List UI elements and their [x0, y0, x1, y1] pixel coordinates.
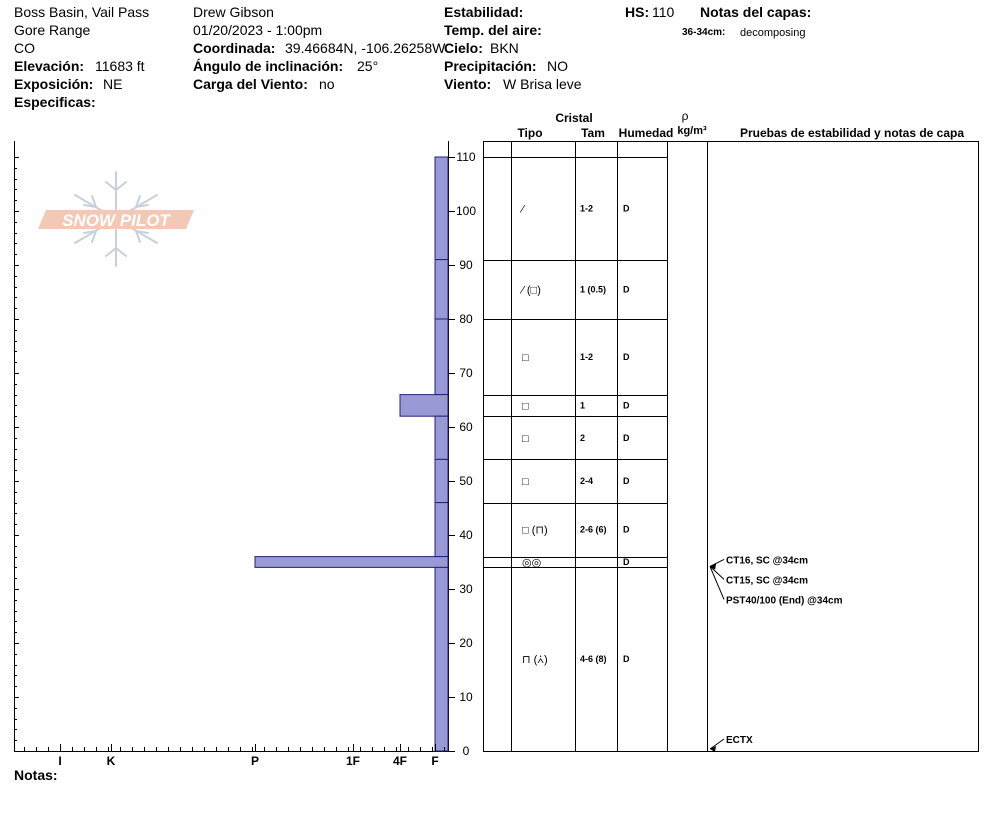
test-result: CT16, SC @34cm: [726, 555, 809, 567]
hardness-bar: [435, 567, 448, 751]
layer-grain-type: ⁄ (□): [522, 284, 541, 297]
hardness-bar: [435, 416, 448, 459]
datetime: 01/20/2023 - 1:00pm: [193, 22, 323, 38]
hs-label: HS:: [625, 4, 650, 20]
mountain-range: Gore Range: [14, 22, 91, 38]
hardness-tick-label: P: [250, 754, 260, 768]
hardness-bar: [435, 157, 448, 260]
hardness-bars: [255, 157, 448, 751]
hardness-bar: [400, 395, 448, 417]
layer-moisture: D: [623, 557, 630, 567]
layer-grain-size: 1 (0.5): [580, 284, 607, 295]
layer-grain-type: □: [522, 351, 529, 364]
depth-tick-label: 20: [459, 636, 473, 650]
layer-grain-size: 1: [580, 400, 586, 411]
stability-tests: [710, 555, 843, 752]
notes-label: Notas:: [14, 767, 58, 783]
layer-moisture: D: [623, 400, 630, 411]
layer-moisture: D: [623, 524, 630, 535]
sky-label: Cielo:: [444, 40, 483, 56]
hardness-tick-label: 1F: [345, 754, 361, 768]
depth-tick-label: 80: [459, 312, 473, 326]
depth-tick-label: 0: [462, 744, 470, 758]
layer-table-frame: [484, 141, 979, 752]
layer-grain-size: 2-6 (6): [580, 524, 607, 535]
hardness-tick-label: I: [58, 754, 62, 768]
layer-grain-size: 1-2: [580, 351, 594, 362]
layer-grain-type: ⊓ (⩑): [522, 654, 548, 667]
hardness-bar: [435, 319, 448, 395]
specifics-label: Especificas:: [14, 94, 96, 110]
hardness-tick-label: F: [431, 754, 439, 768]
hardness-tick-label: 4F: [392, 754, 408, 768]
layer-grain-type: □: [522, 400, 529, 413]
layer-moisture: D: [623, 284, 630, 295]
layer-moisture: D: [623, 351, 630, 362]
col-rho: ρ: [681, 109, 689, 123]
layer-grain-size: 1-2: [580, 203, 594, 214]
col-humedad: Humedad: [618, 126, 674, 140]
aspect-value: NE: [103, 76, 123, 92]
air-temp-label: Temp. del aire:: [444, 22, 542, 38]
depth-tick-label: 40: [459, 528, 473, 542]
col-tam: Tam: [581, 126, 605, 140]
hardness-bar: [435, 459, 448, 502]
col-tipo: Tipo: [517, 126, 543, 140]
layer-moisture: D: [623, 654, 630, 665]
depth-tick-label: 60: [459, 420, 473, 434]
hardness-tick-label: K: [106, 754, 116, 768]
depth-tick-label: 30: [459, 582, 473, 596]
wind-load-label: Carga del Viento:: [193, 76, 308, 92]
precipitation-value: NO: [547, 58, 568, 74]
test-result: ECTX: [726, 735, 753, 746]
depth-tick-label: 70: [459, 366, 473, 380]
elevation-value: 11683 ft: [95, 58, 145, 74]
wind-label: Viento:: [444, 76, 492, 92]
test-leader-line: [710, 566, 724, 599]
layer-moisture: D: [623, 203, 630, 214]
elevation-label: Elevación:: [14, 58, 85, 74]
layer-grain-type: □ (⊓): [522, 524, 548, 537]
col-cristal: Cristal: [555, 111, 593, 125]
column-headers: [517, 109, 964, 140]
depth-axis: [449, 150, 476, 758]
depth-tick-label: 90: [459, 258, 473, 272]
test-result: CT15, SC @34cm: [726, 575, 809, 587]
layer-grain-type: ◎◎: [522, 557, 542, 569]
layer-grain-type: □: [522, 432, 529, 445]
location: Boss Basin, Vail Pass: [14, 4, 150, 20]
hardness-plot-frame: [14, 141, 449, 752]
layer-note-depth: 36-34cm:: [682, 27, 726, 38]
logo-text: SNOW PILOT: [62, 211, 170, 230]
wind-load-value: no: [319, 76, 335, 92]
layer-notes-label: Notas del capas:: [700, 4, 812, 20]
snowpilot-logo: [38, 172, 194, 266]
hardness-scale: [25, 744, 445, 768]
layer-moisture: D: [623, 476, 630, 486]
col-tests: Pruebas de estabilidad y notas de capa: [739, 126, 965, 140]
coordinate-value: 39.46684N, -106.26258W: [285, 40, 446, 56]
hs-value: 110: [652, 4, 675, 20]
slope-label: Ángulo de inclinación:: [193, 58, 344, 74]
depth-tick-label: 100: [455, 204, 477, 218]
hardness-bar: [255, 557, 448, 568]
layer-grain-size: 2-4: [580, 476, 594, 486]
observer: Drew Gibson: [193, 4, 274, 20]
depth-tick-label: 50: [459, 474, 473, 488]
hardness-bar: [435, 503, 448, 557]
depth-tick-label: 10: [459, 690, 473, 704]
test-result: PST40/100 (End) @34cm: [726, 595, 843, 607]
precipitation-label: Precipitación:: [444, 58, 537, 74]
layer-note-text: decomposing: [740, 27, 806, 39]
layer-moisture: D: [623, 432, 630, 443]
state: CO: [14, 40, 35, 56]
layer-grain-size: 2: [580, 432, 586, 443]
hardness-bar: [435, 260, 448, 319]
coordinate-label: Coordinada:: [193, 40, 276, 56]
slope-value: 25°: [357, 58, 379, 74]
layer-grain-size: 4-6 (8): [580, 654, 607, 665]
stability-label: Estabilidad:: [444, 4, 524, 20]
wind-value: W Brisa leve: [503, 76, 582, 92]
col-density-unit: kg/m³: [677, 125, 707, 137]
test-leader-line: [710, 739, 724, 749]
test-leader-line: [710, 566, 724, 579]
aspect-label: Exposición:: [14, 76, 94, 92]
depth-tick-label: 110: [456, 150, 476, 164]
layer-grain-type: ⁄: [522, 203, 524, 216]
layer-grain-type: □: [522, 476, 529, 488]
sky-value: BKN: [490, 40, 519, 56]
